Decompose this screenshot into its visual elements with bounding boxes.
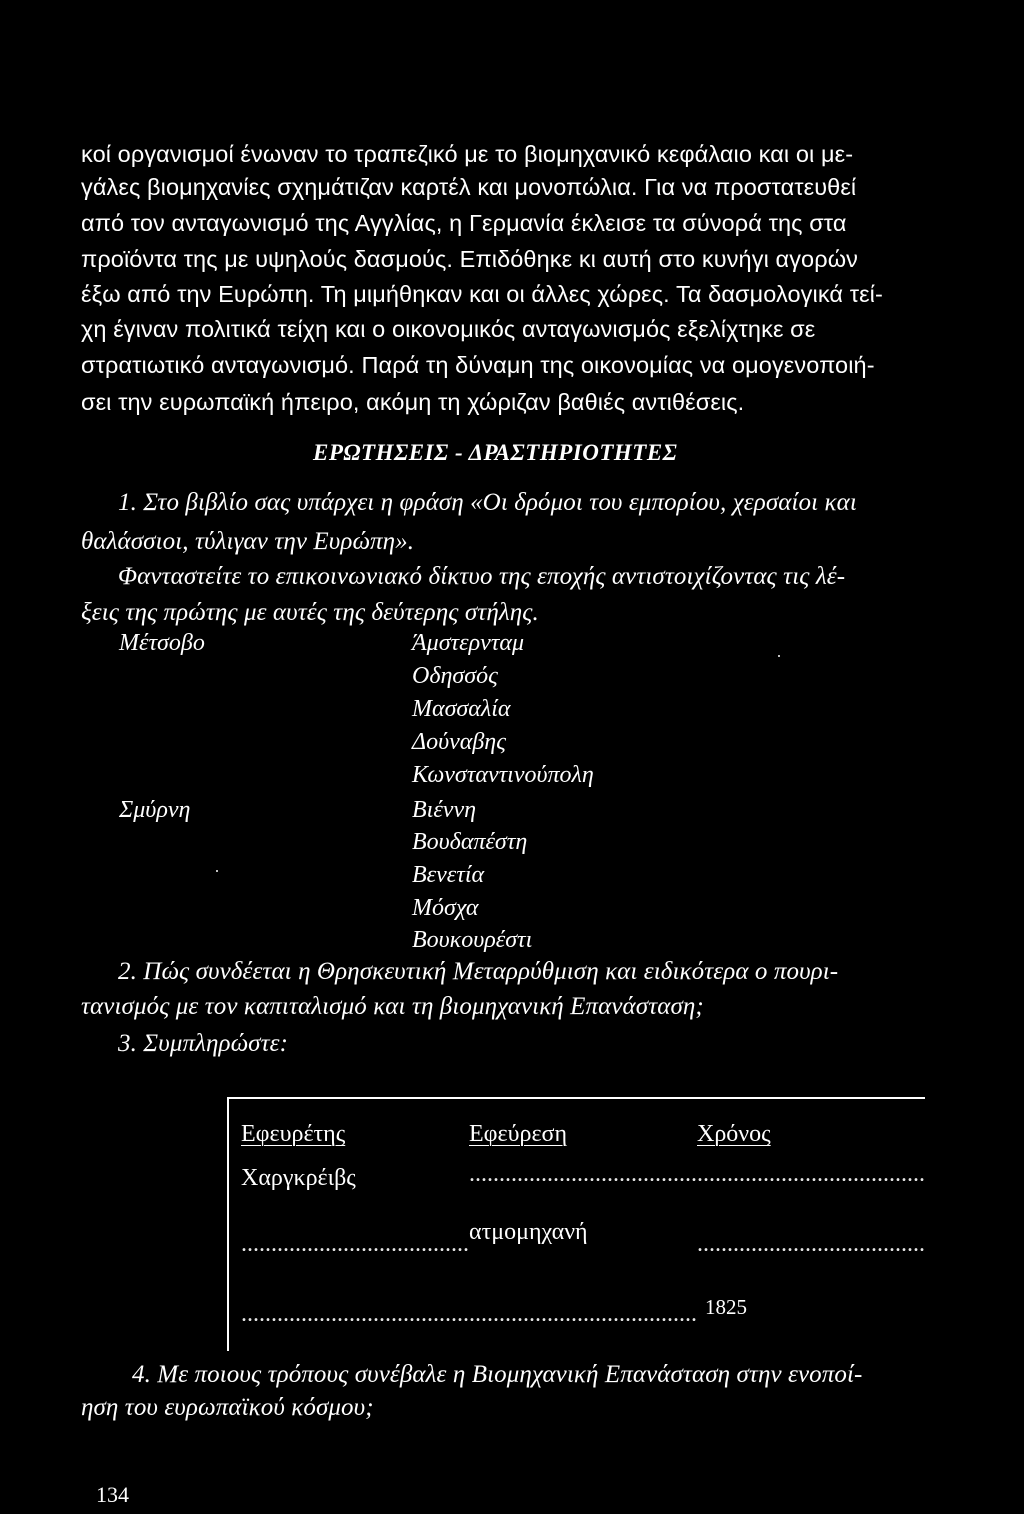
table-row	[228, 1151, 925, 1215]
q1-line-4: ξεις της πρώτης με αυτές της δεύτερης στήλης.	[81, 599, 539, 626]
q1-line-2: θαλάσσιοι, τύλιγαν την Ευρώπη».	[81, 528, 415, 555]
table-header-invention: Εφεύρεση	[469, 1121, 568, 1147]
inventions-table	[227, 1097, 925, 1351]
right-city-3: Μασσαλία	[412, 696, 511, 722]
paragraph-line-3: από τον ανταγωνισμό της Αγγλίας, η Γερμανία έκλεισε τα σύνορά της στα	[81, 210, 847, 236]
table-header-row	[228, 1098, 925, 1151]
right-city-4: Δούναβης	[412, 729, 506, 755]
table-row	[228, 1215, 925, 1281]
section-heading: ΕΡΩΤΗΣΕΙΣ - ΔΡΑΣΤΗΡΙΟΤΗΤΕΣ	[313, 440, 678, 465]
right-city-10: Βουκουρέστι	[412, 927, 533, 953]
right-city-2: Οδησσός	[412, 663, 498, 689]
q3-label: 3. Συμπληρώστε:	[118, 1030, 289, 1057]
paragraph-line-6: χη έγιναν πολιτικά τείχη και ο οικονομικός ανταγωνισμός εξελίχτηκε σε	[81, 316, 816, 342]
scan-speck	[216, 870, 218, 872]
left-city-metsovo: Μέτσοβο	[119, 630, 205, 656]
table-cell: Χαργκρέιβς	[241, 1165, 356, 1191]
right-city-6: Βιέννη	[412, 797, 476, 823]
table-header-inventor: Εφευρέτης	[241, 1121, 346, 1147]
right-city-8: Βενετία	[412, 862, 485, 888]
right-city-1: Άμστερνταμ	[412, 630, 524, 656]
table-row	[228, 1281, 925, 1351]
q1-line-3: Φανταστείτε το επικοινωνιακό δίκτυο της εποχής αντιστοιχίζοντας τις λέ-	[118, 563, 846, 590]
scan-speck	[778, 655, 780, 657]
q1-line-1: 1. Στο βιβλίο σας υπάρχει η φράση «Οι δρόμοι του εμπορίου, χερσαίοι και	[118, 489, 857, 516]
paragraph-line-1: κοί οργανισμοί ένωναν το τραπεζικό με το βιομηχανικό κεφάλαιο και οι με-	[81, 141, 854, 167]
paragraph-line-5: έξω από την Ευρώπη. Τη μιμήθηκαν και οι άλλες χώρες. Τα δασμολογικά τεί-	[81, 281, 883, 307]
table-cell-blank: ......................................	[697, 1231, 925, 1257]
paragraph-line-7: στρατιωτικό ανταγωνισμό. Παρά τη δύναμη της οικονομίας να ομογενοποιή-	[81, 352, 875, 378]
paragraph-line-8: σει την ευρωπαϊκή ήπειρο, ακόμη τη χώριζαν βαθιές αντιθέσεις.	[81, 389, 745, 415]
table-cell: ατμομηχανή	[469, 1219, 588, 1245]
q4-line-2: ηση του ευρωπαϊκού κόσμου;	[81, 1394, 374, 1421]
right-city-9: Μόσχα	[412, 895, 479, 921]
table-header-year: Χρόνος	[697, 1121, 771, 1147]
paragraph-line-2: γάλες βιομηχανίες σχημάτιζαν καρτέλ και μονοπώλια. Για να προστατευθεί	[81, 174, 857, 200]
q2-line-1: 2. Πώς συνδέεται η Θρησκευτική Μεταρρύθμιση και ειδικότερα ο πουρι-	[118, 958, 839, 985]
table-cell-blank: ......................................	[697, 1161, 925, 1187]
table-cell-blank: ......................................	[469, 1161, 697, 1187]
table-cell-blank: ......................................	[241, 1301, 469, 1327]
table-cell-blank: ......................................	[469, 1301, 697, 1327]
table-cell-blank: ......................................	[241, 1231, 469, 1257]
right-city-5: Κωνσταντινούπολη	[412, 762, 594, 788]
page-number: 134	[96, 1482, 129, 1507]
left-city-smyrni: Σμύρνη	[119, 797, 191, 823]
q4-line-1: 4. Με ποιους τρόπους συνέβαλε η Βιομηχανική Επανάσταση στην ενοποί-	[132, 1361, 863, 1388]
table-cell: 1825	[705, 1295, 747, 1319]
paragraph-line-4: προϊόντα της με υψηλούς δασμούς. Επιδόθηκε κι αυτή στο κυνήγι αγορών	[81, 246, 858, 272]
right-city-7: Βουδαπέστη	[412, 829, 528, 855]
q2-line-2: τανισμός με τον καπιταλισμό και τη βιομηχανική Επανάσταση;	[81, 993, 704, 1020]
